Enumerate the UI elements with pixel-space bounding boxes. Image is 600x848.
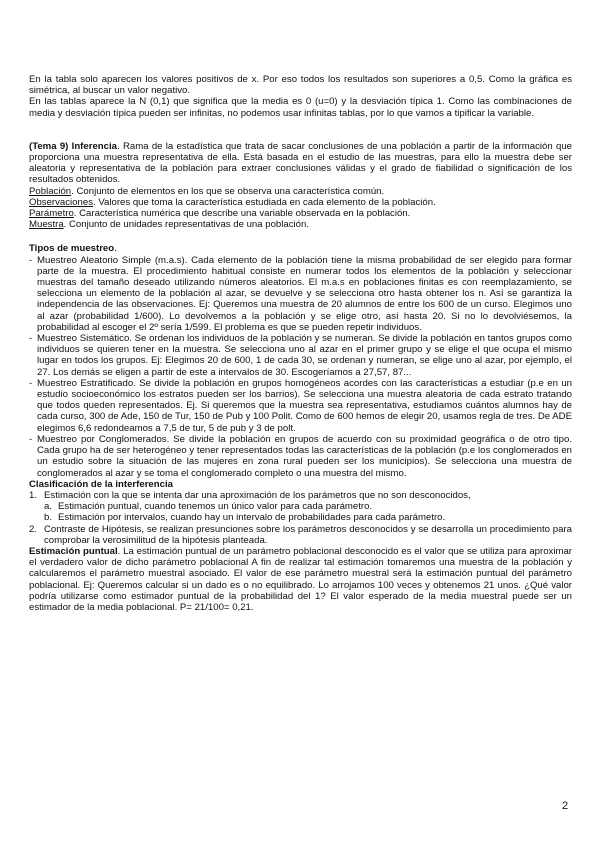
clasificacion-subitem-a <box>29 501 572 512</box>
definition-poblacion <box>29 186 572 197</box>
number-marker: 2. <box>29 523 38 535</box>
list-item-text: Muestreo Sistemático. Se ordenan los individuos de la población y se numeran. Se divide la población en tantos grupos como individuos se quieren tener en la muestra. Se selecciona uno al azar en el primer grupo y se elige el que ocupa el mismo lugar en todos los grupos. Ej: Elegimos 20 de 600, 1 de cada 30, se ordenan y numeran, se elige uno al azar, por ejemplo, el 27. Los demás se eligen a partir de este a intervalos de 30. Escogeríamos a 27,57, 87... <box>37 333 572 378</box>
page-number: 2 <box>562 800 569 812</box>
clasificacion-item-1 <box>29 490 572 501</box>
tipos-heading <box>29 243 572 254</box>
definition-text: . Conjunto de unidades representativas de una población. <box>63 219 310 231</box>
dash-marker: - <box>29 377 33 389</box>
letter-marker: b. <box>44 512 53 524</box>
list-item-text: Muestreo por Conglomerados. Se divide la población en grupos de acuerdo con su proximidad geográfica o de otro tipo. Cada grupo ha de ser heterogéneo y tener representados todas las características de la población (p.e los conglomerados en un estudio sobre la situación de las mujeres en zona rural pueden ser los municipios). Se selecciona una muestra de conglomerados al azar y se toma el conglomerado completo o una muestra del mismo. <box>37 433 572 479</box>
definition-parametro <box>29 208 572 219</box>
dash-marker: - <box>29 254 33 266</box>
estimacion-paragraph <box>29 546 572 613</box>
estimacion-text: . La estimación puntual de un parámetro poblacional desconocido es el valor que se utiliza para aproximar el verdadero valor de dicho parámetro poblacional A fin de realizar tal estimación tomaremos una muestra de la población y calcularemos el parámetro muestral asociado. El valor de ese parámetro muestral será la estimación puntual del parámetro poblacional. Ej: Queremos calcular si un dado es o no equilibrado. Lo arrojamos 100 veces y obtenemos 21 unos. ¿Qué valor podría utilizarse como estimador puntual de la probabilidad del 1? El valor esperado de la media muestral puede ser un estimador de la media poblacional. P= 21/100= 0,21. <box>29 545 572 613</box>
clasificacion-title: Clasificación de la interferencia <box>29 478 173 490</box>
definition-text: . Característica numérica que describe una variable observada en la población. <box>73 208 411 220</box>
intro-paragraph-1: En la tabla solo aparecen los valores positivos de x. Por eso todos los resultados son superiores a 0,5. Como la gráfica es simétrica, al buscar un valor negativo. <box>29 74 572 97</box>
muestreo-item-conglomerados <box>29 434 572 479</box>
estimacion-title: Estimación puntual <box>29 545 118 557</box>
definition-text: . Valores que toma la característica estudiada en cada elemento de la población. <box>93 196 436 208</box>
list-item-text: Estimación por intervalos, cuando hay un intervalo de probabilidades para cada parámetro. <box>58 512 446 524</box>
definition-term: Parámetro <box>29 208 74 220</box>
list-item-text: Estimación con la que se intenta dar una aproximación de los parámetros que no son desconocidos, <box>44 489 471 501</box>
dash-marker: - <box>29 333 33 345</box>
intro-paragraph-2: En las tablas aparece la N (0,1) que significa que la media es 0 (u=0) y la desviación típica 1. Como las combinaciones de media y desviación típica pueden ser infinitas, no podemos usar infinitas tablas, por lo que vamos a tipificar la variable. <box>29 96 572 119</box>
clasificacion-item-2 <box>29 524 572 546</box>
tipos-title-end: . <box>114 243 117 255</box>
tipos-title: Tipos de muestreo <box>29 243 115 255</box>
definition-term: Muestra <box>29 219 64 231</box>
muestreo-item-estratificado <box>29 378 572 434</box>
list-item-text: Estimación puntual, cuando tenemos un único valor para cada parámetro. <box>58 501 373 513</box>
list-item-text: Muestreo Aleatorio Simple (m.a.s). Cada elemento de la población tiene la misma probabilidad de ser elegido para formar parte de la muestra. El procedimiento habitual consiste en numerar todos los elementos de la población y seleccionar muestras del tamaño deseado utilizando números aleatorios. El m.a.s en poblaciones finitas es con reemplazamiento, se selecciona un elemento de la población al azar, se devuelve y se selecciona otro hasta obtener los n. Así se garantiza la independencia de las observaciones. Ej: Queremos una muestra de 20 alumnos de entre los 600 de un curso. Elegimos uno al azar (probabilidad 1/600). Lo devolvemos a la población y se elige otro, así hasta 20. Si no lo devolviésemos, la probabilidad al escoger el 2º sería 1/599. El problema es que se pueden repetir individuos. <box>37 254 572 333</box>
definition-text: . Conjunto de elementos en los que se observa una característica común. <box>71 185 385 197</box>
document-page <box>29 74 572 613</box>
dash-marker: - <box>29 433 33 445</box>
number-marker: 1. <box>29 489 38 501</box>
muestreo-item-sistematico <box>29 333 572 378</box>
tema9-title: (Tema 9) Inferencia <box>29 140 117 152</box>
letter-marker: a. <box>44 501 53 513</box>
tema9-text: . Rama de la estadística que trata de sacar conclusiones de una población a partir de la información que proporciona una muestra representativa de ella. Está basada en el estudio de las muestras, para ello la muestra debe ser aleatoria y representativa de la población para extraer conclusiones válidas y el grado de fiabilidad o significación de los resultados obtenidos. <box>29 140 572 186</box>
tema9-paragraph <box>29 141 572 186</box>
definition-muestra <box>29 219 572 230</box>
definition-term: Población <box>29 185 72 197</box>
list-item-text: Muestreo Estratificado. Se divide la población en grupos homogéneos acordes con las características a estudiar (p.e en un estudio socioeconómico los estratos pueden ser los barrios). Se selecciona una muestra aleatoria de cada estrato tratando que todos queden representados. Ej. Si queremos que la muestra sea representativa, estudiamos cuántos alumnos hay de cada curso, 300 de Ade, 150 de Tur, 150 de Pub y 100 Polit. Como de 600 hemos de elegir 20, usamos regla de tres. De ADE elegimos 6,6 redondeamos a 7,5 de tur, 5 de pub y 3 de polt. <box>37 377 572 434</box>
muestreo-item-aleatorio <box>29 255 572 333</box>
list-item-text: Contraste de Hipótesis, se realizan presunciones sobre los parámetros desconocidos y se desarrolla un procedimiento para comprobar la verosimilitud de la hipótesis planteada. <box>44 523 572 546</box>
definition-observaciones <box>29 197 572 208</box>
clasificacion-subitem-b <box>29 512 572 523</box>
definition-term: Observaciones <box>29 196 93 208</box>
